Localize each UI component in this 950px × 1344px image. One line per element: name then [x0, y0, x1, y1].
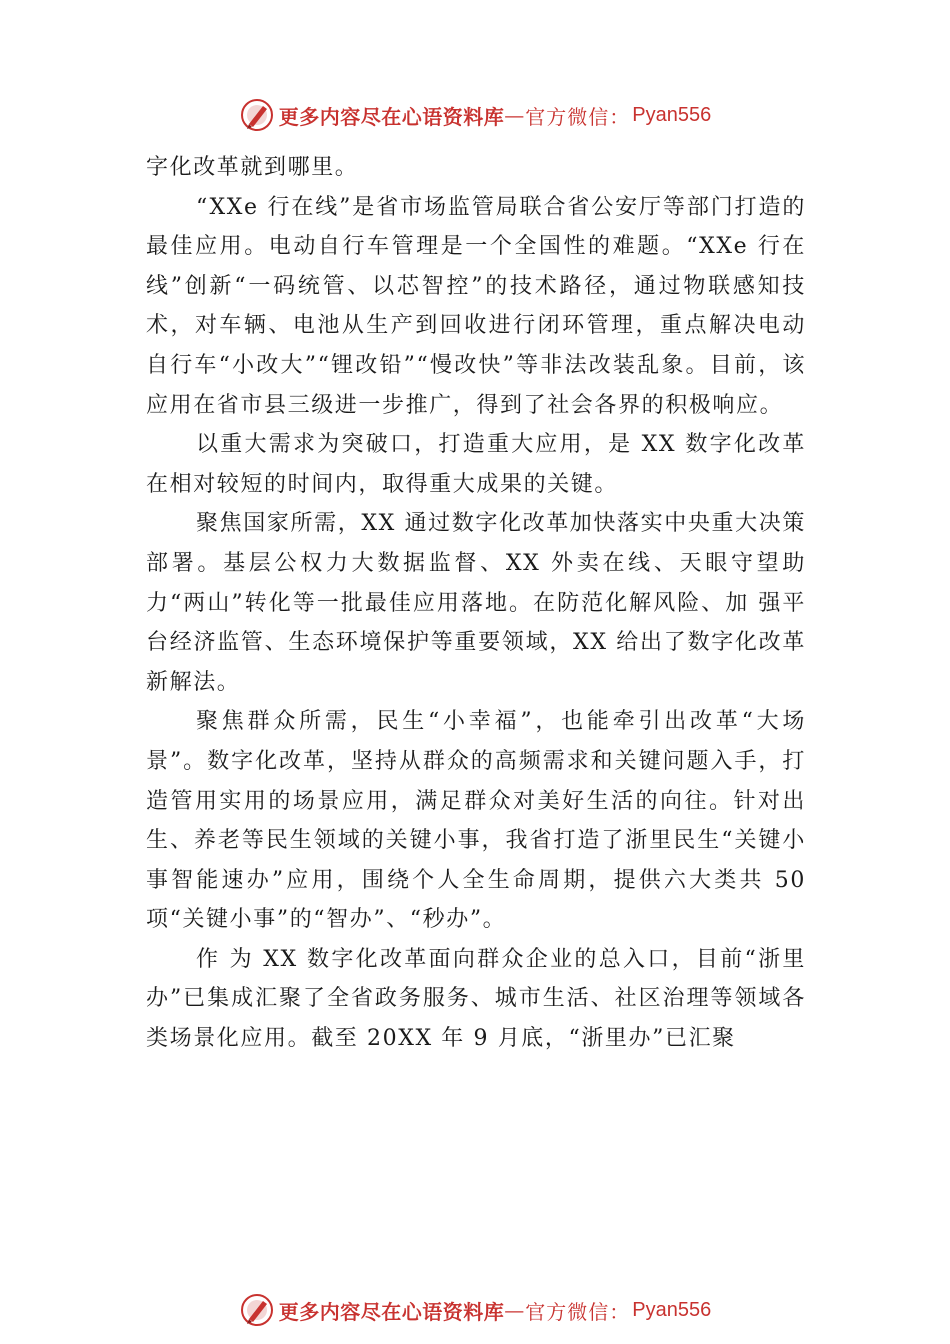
- header-wechat-label: 官方微信：: [525, 104, 631, 129]
- paragraph: 作 为 XX 数字化改革面向群众企业的总入口，目前“浙里办”已集成汇聚了全省政务服务、城市生活、社区治理等领域各类场景化应用。截至 20XX 年 9 月底，“浙里办”已汇聚: [146, 946, 806, 1052]
- footer-wechat-id: Pyan556: [632, 1298, 712, 1321]
- paragraph: 聚焦群众所需，民生“小幸福”，也能牵引出改革“大场景”。数字化改革，坚持从群众的高频需求和关键问题入手，打造管用实用的场景应用，满足群众对美好生活的向往。针对出生、养老等民生领域的关键小事，我省打造了浙里民生“关键小事智能速办”应用，围绕个人全生命周期，提供六大类共 50 项“关键小事”的“智办”、“秒办”。: [146, 709, 806, 933]
- footer-wechat-label: 官方微信：: [525, 1299, 631, 1324]
- header-title: 更多内容尽在心语资料库: [278, 104, 505, 129]
- paragraph: “XXe 行在线”是省市场监管局联合省公安厅等部门打造的最佳应用。电动自行车管理是一个全国性的难题。“XXe 行在线”创新“一码统管、以芯智控”的技术路径，通过物联感知技术，对车辆、电池从生产到回收进行闭环管理，重点解决电动自行车“小改大”“锂改铅”“慢改快”等非法改装乱象。目前，该应用在省市县三级进一步推广，得到了社会各界的积极响应。: [146, 194, 806, 418]
- footer-title: 更多内容尽在心语资料库: [278, 1299, 505, 1324]
- header-watermark: [0, 95, 950, 135]
- header-wechat-id: Pyan556: [632, 103, 712, 126]
- paragraph-continuation: 字化改革就到哪里。: [146, 155, 359, 180]
- pen-nib-logo-icon: [239, 97, 275, 133]
- footer-dash: —: [504, 1298, 526, 1322]
- paragraph: 以重大需求为突破口，打造重大应用，是 XX 数字化改革在相对较短的时间内，取得重大成果的关键。: [146, 432, 806, 497]
- paragraph: 聚焦国家所需，XX 通过数字化改革加快落实中央重大决策部署。基层公权力大数据监督、XX 外卖在线、天眼守望助力“两山”转化等一批最佳应用落地。在防范化解风险、加 强平台经济监管、生态环境保护等重要领域，XX 给出了数字化改革新解法。: [146, 511, 806, 695]
- footer-watermark: [0, 1290, 950, 1330]
- pen-nib-logo-icon: [239, 1292, 275, 1328]
- header-dash: —: [504, 103, 526, 127]
- document-body: [146, 148, 806, 1059]
